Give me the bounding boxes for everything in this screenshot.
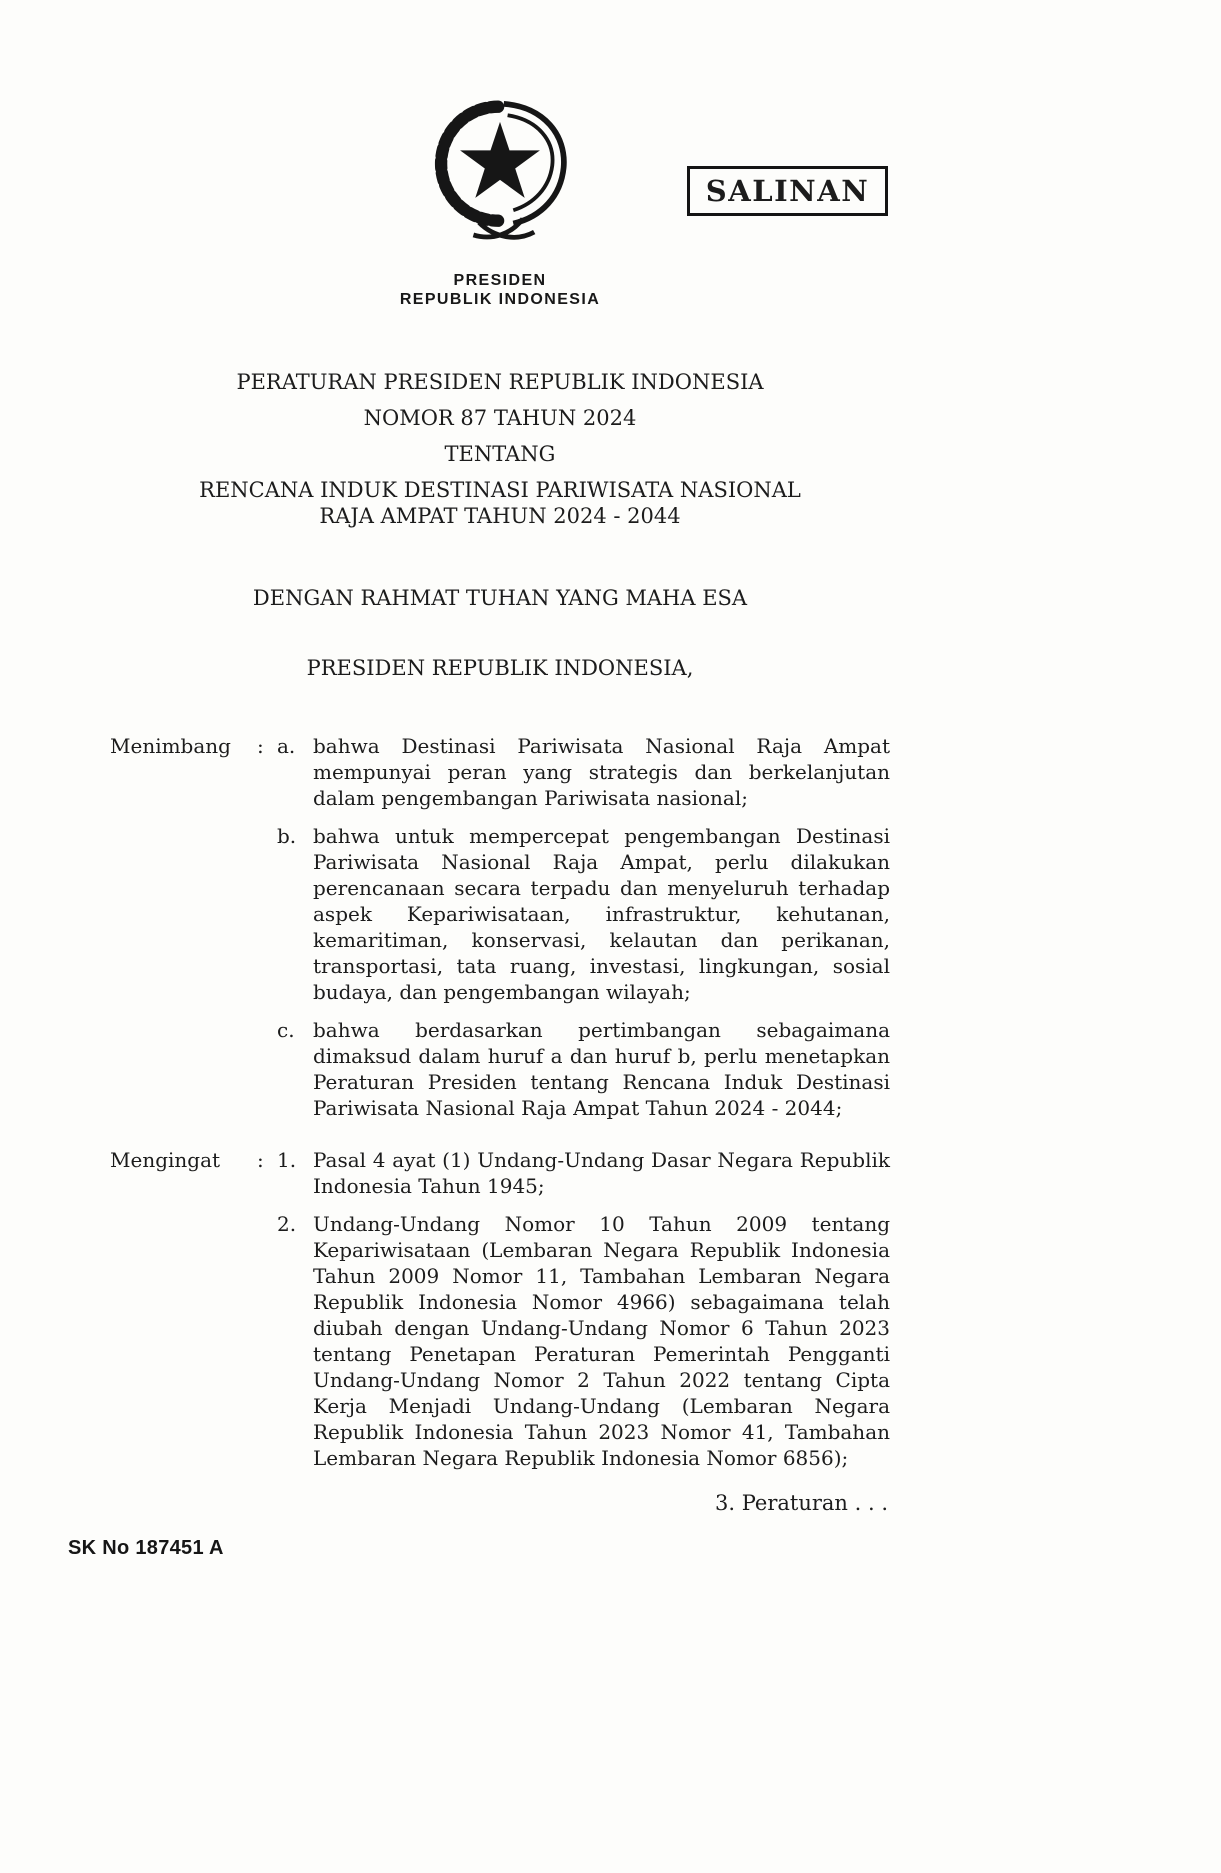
title-line4: RENCANA INDUK DESTINASI PARIWISATA NASIONAL [199, 478, 801, 502]
title-line2: NOMOR 87 TAHUN 2024 [363, 406, 637, 430]
clause-text: bahwa untuk mempercepat pengembangan Destinasi Pariwisata Nasional Raja Ampat, perlu dilakukan perencanaan secara terpadu dan menyeluruh terhadap aspek Kepariwisataan, infrastruktur, kehutanan, kemaritiman, konservasi, kelautan dan perikanan, transportasi, tata ruang, investasi, lingkungan, sosial budaya, dan pengembangan wilayah; [313, 824, 890, 1004]
letterhead-seal-area [110, 95, 890, 263]
authority-line: PRESIDEN REPUBLIK INDONESIA, [306, 656, 694, 680]
title-line3: TENTANG [444, 442, 556, 466]
section-colon-spacer [257, 1211, 277, 1471]
title-line5: RAJA AMPAT TAHUN 2024 - 2044 [319, 504, 681, 528]
clause-marker: a. [277, 734, 296, 758]
clause-marker: b. [277, 824, 297, 848]
letterhead [110, 271, 890, 309]
section-colon-spacer [257, 1017, 277, 1121]
clause-text: Pasal 4 ayat (1) Undang-Undang Dasar Negara Republik Indonesia Tahun 1945; [313, 1148, 890, 1198]
catchword: 3. Peraturan . . . [715, 1491, 888, 1515]
section-label-spacer [110, 1017, 257, 1121]
clause-row [110, 733, 890, 811]
section-label: Menimbang [110, 734, 231, 758]
invocation-line: DENGAN RAHMAT TUHAN YANG MAHA ESA [252, 586, 748, 610]
clause-text: bahwa Destinasi Pariwisata Nasional Raja Ampat mempunyai peran yang strategis dan berkelanjutan dalam pengembangan Pariwisata nasional; [313, 734, 890, 810]
section-menimbang [110, 733, 890, 1121]
section-label-spacer [110, 823, 257, 1005]
clause-row [110, 823, 890, 1005]
section-mengingat [110, 1147, 890, 1471]
section-colon-spacer [257, 823, 277, 1005]
document-content [110, 95, 890, 1483]
presidential-seal-icon [424, 95, 576, 259]
clause-row [110, 1017, 890, 1121]
letterhead-line1: PRESIDEN [453, 272, 547, 289]
clause-marker: c. [277, 1018, 295, 1042]
clause-marker: 2. [277, 1212, 297, 1236]
section-label-spacer [110, 1211, 257, 1471]
clause-marker: 1. [277, 1148, 297, 1172]
section-colon: : [257, 734, 264, 758]
clause-row [110, 1147, 890, 1199]
clause-text: Undang-Undang Nomor 10 Tahun 2009 tentang Kepariwisataan (Lembaran Negara Republik Indonesia Tahun 2009 Nomor 11, Tambahan Lembaran Negara Republik Indonesia Nomor 4966) sebagaimana telah diubah dengan Undang-Undang Nomor 6 Tahun 2023 tentang Penetapan Peraturan Pemerintah Pengganti Undang-Undang Nomor 2 Tahun 2022 tentang Cipta Kerja Menjadi Undang-Undang (Lembaran Negara Republik Indonesia Tahun 2023 Nomor 41, Tambahan Lembaran Negara Republik Indonesia Nomor 6856); [313, 1212, 890, 1470]
clause-text: bahwa berdasarkan pertimbangan sebagaimana dimaksud dalam huruf a dan huruf b, perlu menetapkan Peraturan Presiden tentang Rencana Induk Destinasi Pariwisata Nasional Raja Ampat Tahun 2024 - 2044; [313, 1018, 890, 1120]
section-gap [110, 1133, 890, 1145]
section-label: Mengingat [110, 1148, 221, 1172]
salinan-stamp-label: SALINAN [705, 174, 870, 208]
sk-number: SK No 187451 A [68, 1537, 224, 1559]
clause-row [110, 1211, 890, 1471]
preamble-sections [110, 733, 890, 1471]
document-title [110, 369, 890, 529]
title-line1: PERATURAN PRESIDEN REPUBLIK INDONESIA [236, 370, 764, 394]
section-colon: : [257, 1148, 264, 1172]
letterhead-line2: REPUBLIK INDONESIA [399, 291, 601, 308]
